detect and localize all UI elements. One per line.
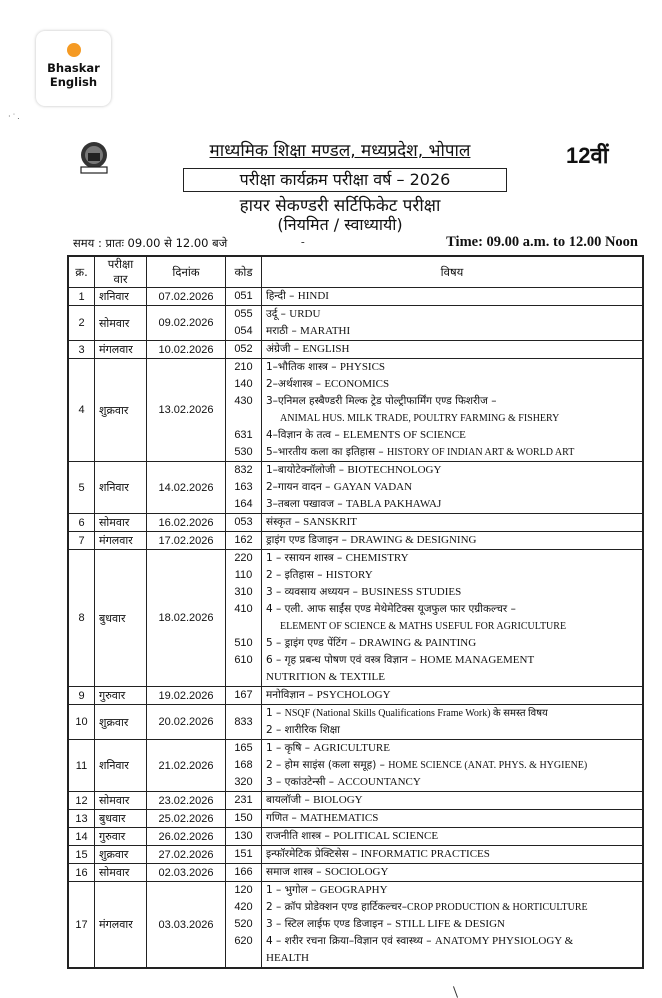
subject-english: HINDI <box>297 290 329 302</box>
row-codes <box>226 705 262 740</box>
subject-hindi: 5–भारतीय कला का इतिहास – <box>266 446 387 458</box>
table-row <box>68 810 643 828</box>
row-date: 25.02.2026 <box>147 810 226 828</box>
row-day: शनिवार <box>95 740 147 792</box>
subject-line <box>266 828 638 845</box>
subject-code: 054 <box>234 325 253 337</box>
row-codes <box>226 532 262 550</box>
table-row <box>68 306 643 341</box>
row-codes <box>226 882 262 969</box>
subject-line <box>266 427 638 444</box>
subject-code: 052 <box>234 343 253 355</box>
subject-line <box>266 933 638 950</box>
subject-line <box>266 774 638 791</box>
row-date: 10.02.2026 <box>147 341 226 359</box>
row-day: शुक्रवार <box>95 705 147 740</box>
row-codes <box>226 828 262 846</box>
subject-hindi: 3 – व्यवसाय अध्ययन – <box>266 586 362 598</box>
subject-english: URDU <box>289 308 321 320</box>
row-date: 09.02.2026 <box>147 306 226 341</box>
row-sno: 17 <box>68 882 95 969</box>
subject-hindi: 2 – इतिहास – <box>266 569 326 581</box>
subject-code: 163 <box>234 481 253 493</box>
row-date: 13.02.2026 <box>147 359 226 462</box>
row-date: 16.02.2026 <box>147 514 226 532</box>
table-header-row <box>68 256 643 288</box>
subject-code: 832 <box>234 464 253 476</box>
table-row <box>68 792 643 810</box>
subject-line <box>266 864 638 881</box>
subject-line <box>266 550 638 567</box>
subject-code: 164 <box>234 498 253 510</box>
time-hindi: समय : प्रातः 09.00 से 12.00 बजे <box>73 236 228 250</box>
subject-hindi: 4 – एली. आफ साईंस एण्ड मेथेमेटिक्स यूजफुल फार एग्रीकल्चर – <box>266 603 516 615</box>
subject-code: 168 <box>234 759 253 771</box>
subject-line <box>266 652 638 669</box>
row-sno: 16 <box>68 864 95 882</box>
subject-code: 167 <box>234 689 253 701</box>
table-row <box>68 705 643 740</box>
subject-line <box>266 359 638 376</box>
row-day: शुक्रवार <box>95 359 147 462</box>
subject-hindi: 1 – रसायन शास्त्र – <box>266 552 346 564</box>
subject-code: 110 <box>234 569 253 581</box>
row-sno: 15 <box>68 846 95 864</box>
table-row <box>68 828 643 846</box>
subject-hindi: 2 – क्रॉप प्रोडेक्शन एण्ड हार्टिकल्चर– <box>266 901 408 913</box>
header-date: दिनांक <box>147 256 226 288</box>
subject-line <box>266 810 638 827</box>
row-subjects <box>262 462 644 514</box>
subject-line <box>266 444 638 461</box>
row-subjects <box>262 740 644 792</box>
row-codes <box>226 359 262 462</box>
subject-english: NSQF (National Skills Qualifications Frame Work) के समस्त विषय <box>284 708 548 719</box>
row-date: 17.02.2026 <box>147 532 226 550</box>
grade-label: 12वीं <box>566 143 609 168</box>
exam-schedule-table <box>67 255 644 969</box>
row-subjects <box>262 864 644 882</box>
subject-english: HISTORY OF INDIAN ART & WORLD ART <box>387 447 575 458</box>
subject-hindi: 4–विज्ञान के तत्व – <box>266 429 344 441</box>
subject-hindi: 2 – होम साइंस (कला समूह) – <box>266 759 389 771</box>
subject-english: PHYSICS <box>339 361 386 373</box>
subject-english: ELEMENTS OF SCIENCE <box>343 429 466 441</box>
subject-line <box>266 323 638 340</box>
row-sno: 13 <box>68 810 95 828</box>
row-date: 14.02.2026 <box>147 462 226 514</box>
subject-hindi: 1 – <box>266 707 285 719</box>
subject-hindi: समाज शास्त्र – <box>266 866 325 878</box>
subject-english: ACCOUNTANCY <box>337 776 421 788</box>
row-sno: 5 <box>68 462 95 514</box>
subject-hindi: 1–भौतिक शास्त्र – <box>266 361 340 373</box>
row-codes <box>226 792 262 810</box>
row-day: गुरुवार <box>95 828 147 846</box>
subject-line <box>266 846 638 863</box>
board-name: माध्यमिक शिक्षा मण्डल, मध्यप्रदेश, भोपाल <box>209 141 471 161</box>
row-sno: 12 <box>68 792 95 810</box>
subject-line <box>266 584 638 601</box>
row-subjects <box>262 359 644 462</box>
subject-english: BIOTECHNOLOGY <box>347 464 442 476</box>
subject-line <box>266 496 638 513</box>
subject-hindi: मनोविज्ञान – <box>266 689 317 701</box>
subject-code: 310 <box>234 586 253 598</box>
subject-english: NUTRITION & TEXTILE <box>266 671 385 683</box>
table-row <box>68 687 643 705</box>
subject-code: 430 <box>234 395 253 407</box>
row-subjects <box>262 341 644 359</box>
row-date: 19.02.2026 <box>147 687 226 705</box>
table-row <box>68 550 643 687</box>
row-date: 27.02.2026 <box>147 846 226 864</box>
subject-english: SANSKRIT <box>303 516 357 528</box>
row-date: 20.02.2026 <box>147 705 226 740</box>
subject-line <box>266 916 638 933</box>
subject-english: HEALTH <box>266 952 309 964</box>
row-subjects <box>262 514 644 532</box>
row-day: सोमवार <box>95 306 147 341</box>
subject-line <box>266 705 638 722</box>
row-sno: 1 <box>68 288 95 306</box>
row-codes <box>226 740 262 792</box>
subject-hindi: गणित – <box>266 812 301 824</box>
subject-line <box>266 950 638 967</box>
row-sno: 10 <box>68 705 95 740</box>
subject-code: 053 <box>234 516 253 528</box>
subject-hindi: उर्दू – <box>266 308 290 320</box>
subject-code: 530 <box>234 446 253 458</box>
table-row <box>68 846 643 864</box>
row-sno: 6 <box>68 514 95 532</box>
subject-english: ENGLISH <box>302 343 350 355</box>
subject-code <box>230 950 257 967</box>
subject-hindi: 2 – शारीरिक शिक्षा <box>266 724 341 736</box>
row-day: गुरुवार <box>95 687 147 705</box>
subject-line <box>266 341 638 358</box>
row-date: 26.02.2026 <box>147 828 226 846</box>
row-date: 21.02.2026 <box>147 740 226 792</box>
row-subjects <box>262 306 644 341</box>
subject-code: 410 <box>234 603 253 615</box>
subject-code: 620 <box>234 935 253 947</box>
subject-line <box>266 601 638 618</box>
table-row <box>68 532 643 550</box>
row-subjects <box>262 532 644 550</box>
board-emblem-icon <box>74 140 114 176</box>
row-day: शनिवार <box>95 462 147 514</box>
header-sno: क्र. <box>68 256 95 288</box>
subject-line <box>266 618 638 635</box>
row-codes <box>226 846 262 864</box>
row-subjects <box>262 705 644 740</box>
subject-line <box>266 635 638 652</box>
header-day: परीक्षा वार <box>95 256 147 288</box>
row-subjects <box>262 550 644 687</box>
subject-line <box>266 792 638 809</box>
row-codes <box>226 306 262 341</box>
row-day: सोमवार <box>95 792 147 810</box>
subject-line <box>266 532 638 549</box>
subject-hindi: 3–एनिमल हस्बैण्डरी मिल्क ट्रेड पोल्ट्रीफार्मिंग एण्ड फिशरीज – <box>266 395 497 407</box>
subject-english: DRAWING & PAINTING <box>358 637 477 649</box>
subject-code: 130 <box>234 830 253 842</box>
subject-english: MATHEMATICS <box>300 812 379 824</box>
subject-hindi: 3–तबला पखावज – <box>266 498 346 510</box>
row-day: बुधवार <box>95 550 147 687</box>
row-codes <box>226 514 262 532</box>
subject-english: HISTORY <box>325 569 373 581</box>
subject-code: 120 <box>234 884 253 896</box>
row-sno: 14 <box>68 828 95 846</box>
subject-line <box>266 687 638 704</box>
row-date: 02.03.2026 <box>147 864 226 882</box>
row-codes <box>226 687 262 705</box>
table-row <box>68 864 643 882</box>
row-day: शनिवार <box>95 288 147 306</box>
subject-code: 162 <box>234 534 253 546</box>
subject-code: 631 <box>234 429 253 441</box>
subject-code: 320 <box>234 776 253 788</box>
row-subjects <box>262 846 644 864</box>
subject-code: 520 <box>234 918 253 930</box>
subject-hindi: हिन्दी – <box>266 290 298 302</box>
row-sno: 7 <box>68 532 95 550</box>
subject-line <box>266 722 638 739</box>
subject-english: TABLA PAKHAWAJ <box>345 498 442 510</box>
subject-code <box>230 410 257 427</box>
subject-line <box>266 899 638 916</box>
row-sno: 2 <box>68 306 95 341</box>
subject-code: 051 <box>234 290 253 302</box>
subject-line <box>266 306 638 323</box>
row-date: 07.02.2026 <box>147 288 226 306</box>
subject-english: ECONOMICS <box>324 378 390 390</box>
subject-english: DRAWING & DESIGNING <box>350 534 477 546</box>
subject-english: CHEMISTRY <box>345 552 409 564</box>
table-row <box>68 341 643 359</box>
subject-line <box>266 757 638 774</box>
subject-code: 420 <box>234 901 253 913</box>
subject-hindi: राजनीति शास्त्र – <box>266 830 334 842</box>
subject-hindi: 5 – ड्राइंग एण्ड पेंटिंग – <box>266 637 359 649</box>
row-codes <box>226 341 262 359</box>
subject-hindi: अंग्रेजी – <box>266 343 303 355</box>
subject-english: GEOGRAPHY <box>319 884 388 896</box>
table-row <box>68 462 643 514</box>
badge-line1: Bhaskar <box>47 61 100 75</box>
row-date: 23.02.2026 <box>147 792 226 810</box>
row-subjects <box>262 687 644 705</box>
subject-english: GAYAN VADAN <box>333 481 413 493</box>
brand-dot-icon <box>67 43 81 57</box>
subject-english: ANIMAL HUS. MILK TRADE, POULTRY FARMING & FISHERY <box>280 413 560 424</box>
subject-hindi: 1 – भुगोल – <box>266 884 320 896</box>
row-day: बुधवार <box>95 810 147 828</box>
subject-hindi: 1–बायोटेक्नॉलोजी – <box>266 464 348 476</box>
row-codes <box>226 810 262 828</box>
row-sno: 11 <box>68 740 95 792</box>
row-sno: 8 <box>68 550 95 687</box>
row-day: मंगलवार <box>95 341 147 359</box>
subject-english: ELEMENT OF SCIENCE & MATHS USEFUL FOR AGRICULTURE <box>280 621 567 632</box>
row-codes <box>226 288 262 306</box>
row-sno: 3 <box>68 341 95 359</box>
dash: - <box>301 236 305 248</box>
subject-hindi: बायलॉजी – <box>266 794 314 806</box>
subject-english: CROP PRODUCTION & HORTICULTURE <box>407 902 588 913</box>
subject-line <box>266 479 638 496</box>
row-subjects <box>262 288 644 306</box>
subject-code: 055 <box>234 308 253 320</box>
row-codes <box>226 864 262 882</box>
subject-english: AGRICULTURE <box>313 742 390 754</box>
subject-english: MARATHI <box>300 325 351 337</box>
subject-line <box>266 514 638 531</box>
subject-code: 610 <box>234 654 253 666</box>
table-row <box>68 740 643 792</box>
subject-english: HOME MANAGEMENT <box>419 654 535 666</box>
scan-specks: · ˙ . <box>8 112 20 121</box>
subject-hindi: 3 – स्टिल लाईफ एण्ड डिजाइन – <box>266 918 396 930</box>
subject-code: 231 <box>234 794 253 806</box>
subject-english: POLITICAL SCIENCE <box>333 830 439 842</box>
subject-hindi: मराठी – <box>266 325 301 337</box>
subject-code: 220 <box>234 552 253 564</box>
subject-line <box>266 376 638 393</box>
subject-hindi: 2–अर्थशास्त्र – <box>266 378 325 390</box>
row-subjects <box>262 882 644 969</box>
subject-english: SOCIOLOGY <box>324 866 389 878</box>
subject-english: PSYCHOLOGY <box>316 689 391 701</box>
row-day: शुक्रवार <box>95 846 147 864</box>
program-title: परीक्षा कार्यक्रम परीक्षा वर्ष – 2026 <box>183 168 507 192</box>
subject-line <box>266 288 638 305</box>
row-day: मंगलवार <box>95 532 147 550</box>
exam-type: (नियमित / स्वाध्यायी) <box>277 215 403 234</box>
table-row <box>68 288 643 306</box>
subject-code: 210 <box>234 361 253 373</box>
subject-hindi: 2–गायन वादन – <box>266 481 334 493</box>
subject-code: 140 <box>234 378 253 390</box>
subject-english: BIOLOGY <box>313 794 363 806</box>
header-subject: विषय <box>262 256 644 288</box>
subject-english: ANATOMY PHYSIOLOGY & <box>434 935 574 947</box>
subject-hindi: 3 – एकांउटेन्सी – <box>266 776 338 788</box>
subject-english: HOME SCIENCE (ANAT. PHYS. & HYGIENE) <box>388 760 588 771</box>
subject-code: 165 <box>234 742 253 754</box>
subject-english: STILL LIFE & DESIGN <box>395 918 505 930</box>
scan-mark <box>453 986 458 998</box>
subject-line <box>266 669 638 686</box>
header-code: कोड <box>226 256 262 288</box>
row-subjects <box>262 810 644 828</box>
subject-hindi: संस्कृत – <box>266 516 304 528</box>
row-day: मंगलवार <box>95 882 147 969</box>
row-sno: 9 <box>68 687 95 705</box>
subject-code <box>230 669 257 686</box>
subject-hindi: 6 – गृह प्रबन्ध पोषण एवं वस्त्र विज्ञान – <box>266 654 420 666</box>
table-row <box>68 359 643 462</box>
row-codes <box>226 550 262 687</box>
subject-hindi: इन्फॉरमेटिक प्रेक्टिसेस – <box>266 848 361 860</box>
subject-hindi: 4 – शरीर रचना क्रिया–विज्ञान एवं स्वास्थ्य – <box>266 935 435 947</box>
subject-line <box>266 410 638 427</box>
subject-english: BUSINESS STUDIES <box>361 586 462 598</box>
row-day: सोमवार <box>95 864 147 882</box>
subject-code: 151 <box>234 848 253 860</box>
row-codes <box>226 462 262 514</box>
subject-code: 166 <box>234 866 253 878</box>
bhaskar-english-badge <box>36 31 111 106</box>
row-day: सोमवार <box>95 514 147 532</box>
subject-hindi: 1 – कृषि – <box>266 742 314 754</box>
row-date: 18.02.2026 <box>147 550 226 687</box>
row-date: 03.03.2026 <box>147 882 226 969</box>
time-english: Time: 09.00 a.m. to 12.00 Noon <box>446 234 638 250</box>
badge-line2: English <box>49 75 98 89</box>
subject-line <box>266 393 638 410</box>
subject-code: 150 <box>234 812 253 824</box>
subject-line <box>266 567 638 584</box>
table-row <box>68 514 643 532</box>
table-row <box>68 882 643 969</box>
exam-title: हायर सेकण्डरी सर्टिफिकेट परीक्षा <box>239 196 441 216</box>
subject-line <box>266 882 638 899</box>
subject-hindi: ड्राइंग एण्ड डिजाइन – <box>266 534 351 546</box>
subject-line <box>266 462 638 479</box>
subject-code <box>230 618 257 635</box>
subject-line <box>266 740 638 757</box>
subject-code: 833 <box>234 715 253 728</box>
row-subjects <box>262 828 644 846</box>
row-subjects <box>262 792 644 810</box>
row-sno: 4 <box>68 359 95 462</box>
subject-english: INFORMATIC PRACTICES <box>360 848 490 860</box>
subject-code: 510 <box>234 637 253 649</box>
